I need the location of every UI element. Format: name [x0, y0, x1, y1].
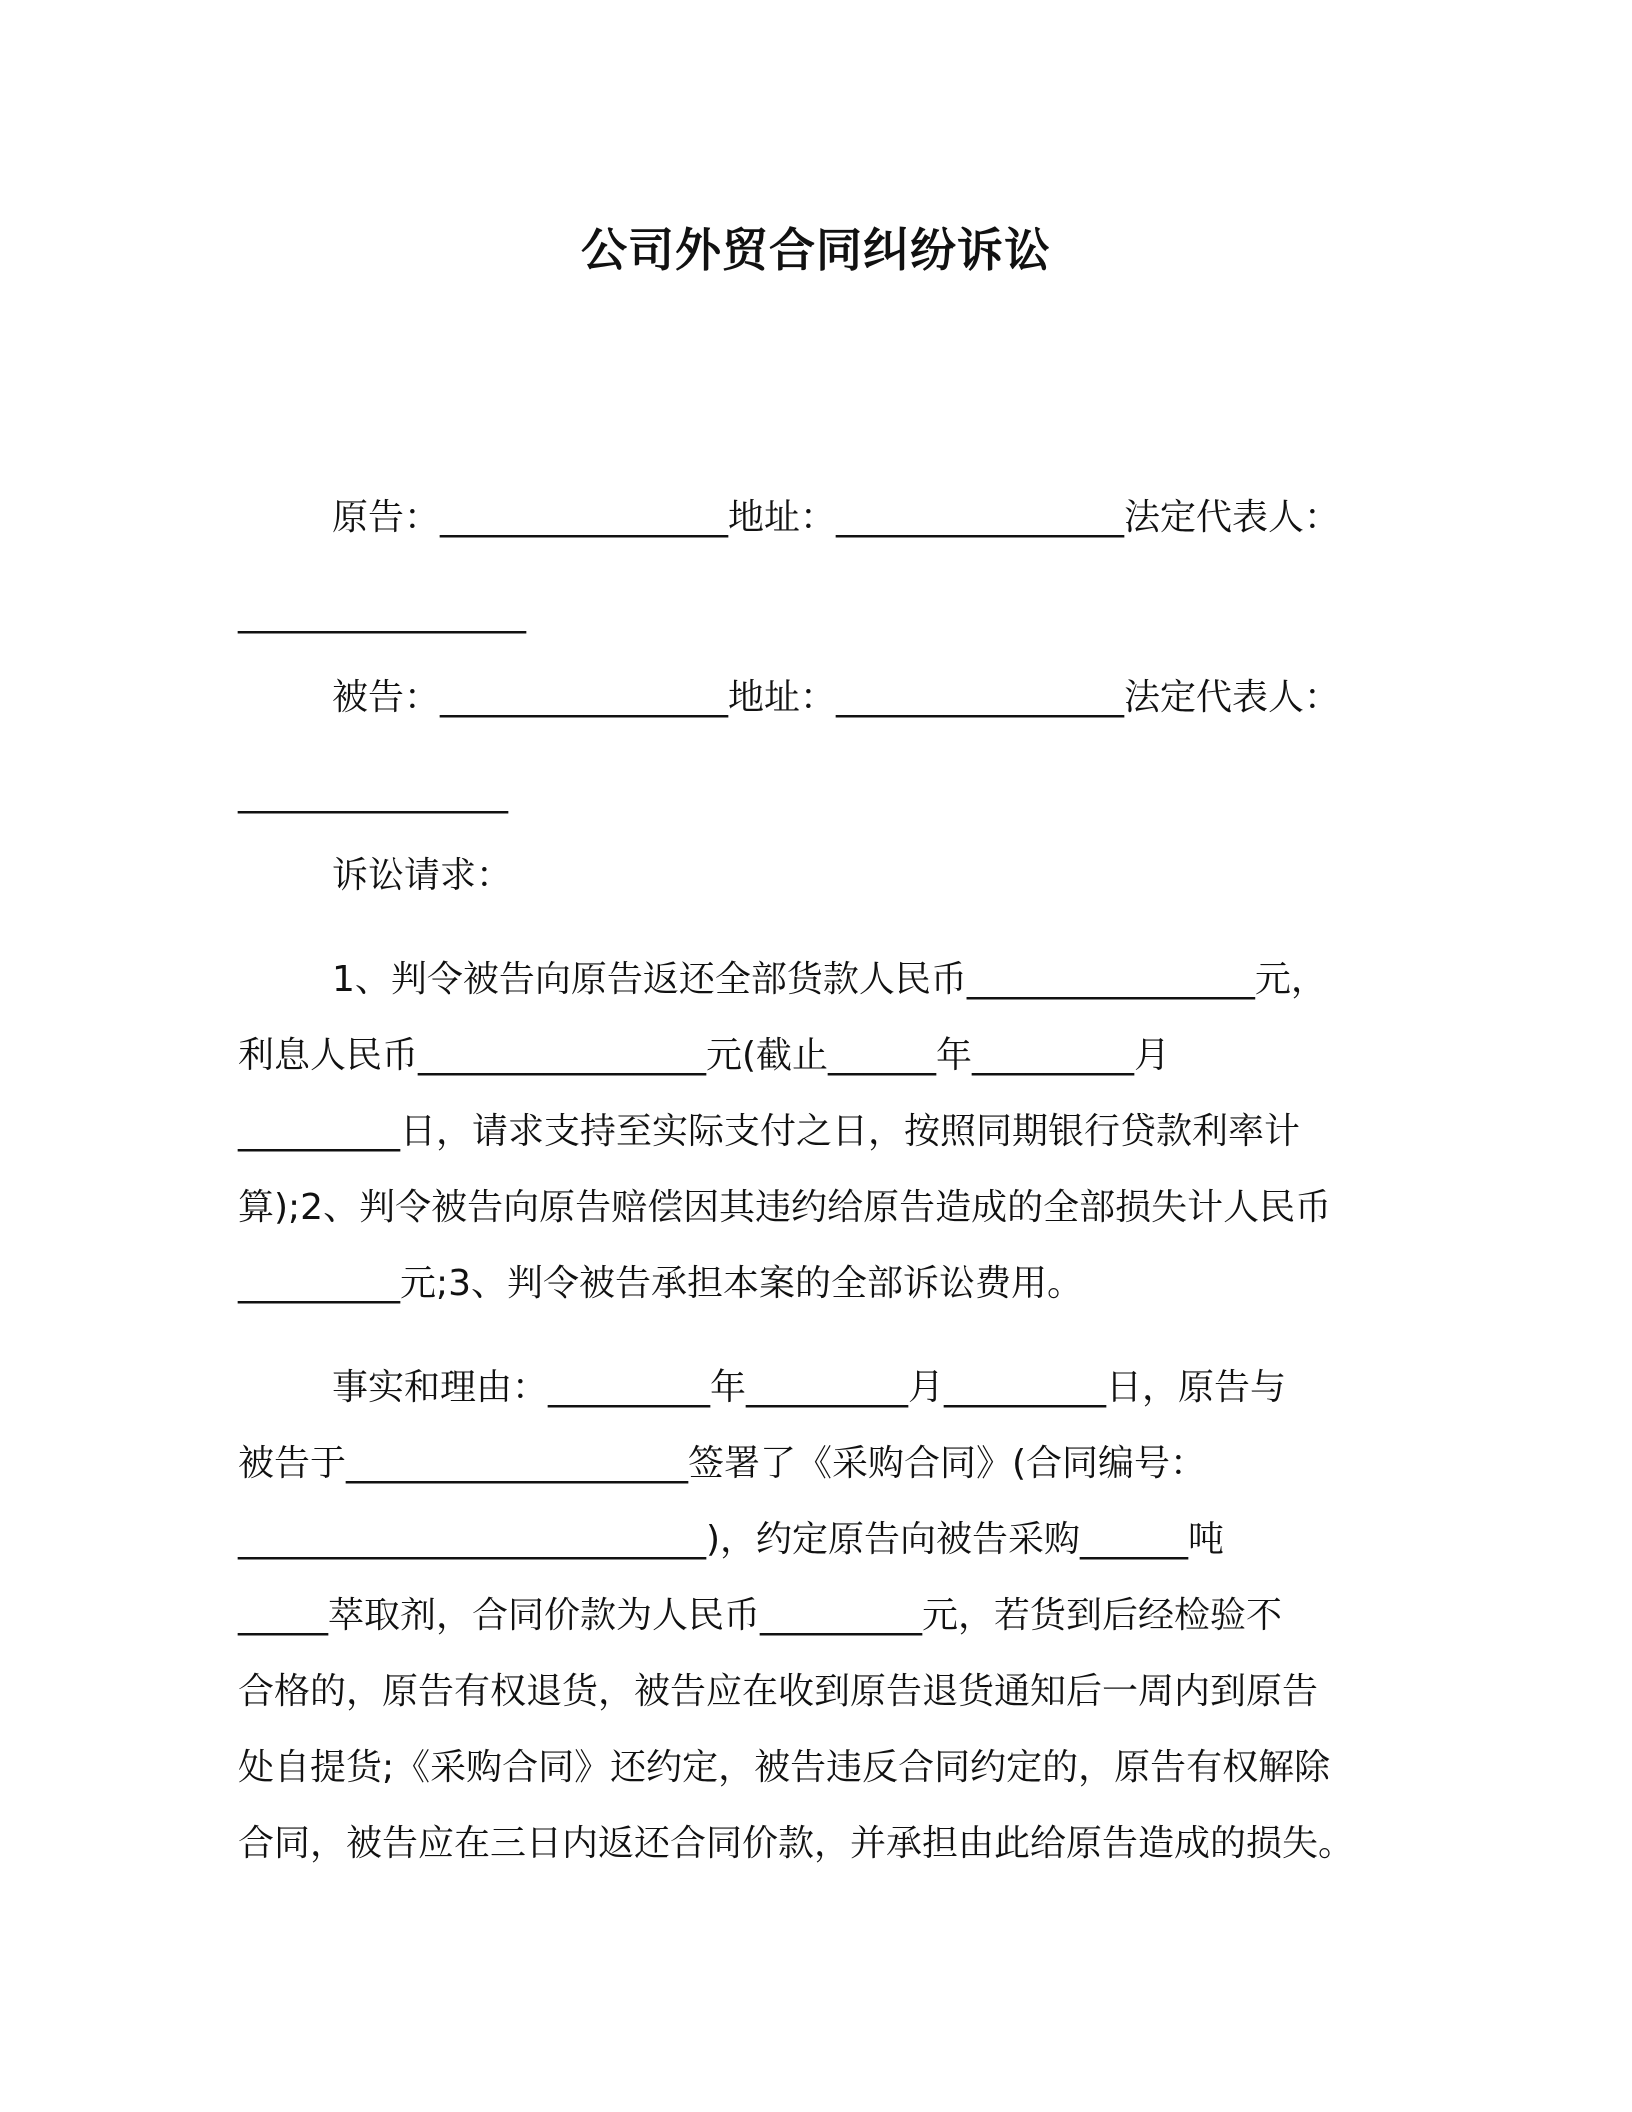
plaintiff-line: 原告：________________地址：________________法定代表人：: [332, 497, 1341, 538]
facts-paragraph-line: 被告于___________________签署了《采购合同》(合同编号：: [238, 1443, 1207, 1484]
facts-paragraph-line: 事实和理由：_________年_________月_________日，原告与: [332, 1367, 1287, 1408]
facts-paragraph-line: 合同，被告应在三日内返还合同价款，并承担由此给原告造成的损失。: [238, 1823, 1355, 1864]
facts-paragraph-line: 合格的，原告有权退货，被告应在收到原告退货通知后一周内到原告: [238, 1671, 1319, 1712]
facts-paragraph-line: _____萃取剂，合同价款为人民币_________元，若货到后经检验不: [238, 1595, 1283, 1636]
defendant-representative-line: _______________: [238, 773, 508, 814]
claims-paragraph-line: 1、判令被告向原告返还全部货款人民币________________元，: [332, 959, 1327, 1000]
facts-paragraph-line: 处自提货;《采购合同》还约定，被告违反合同约定的，原告有权解除: [238, 1747, 1331, 1788]
document-title: 公司外贸合同纠纷诉讼: [581, 223, 1051, 277]
facts-paragraph-line: __________________________)，约定原告向被告采购______吨: [238, 1519, 1225, 1560]
plaintiff-representative-line: ________________: [238, 593, 526, 634]
claims-paragraph-line: _________元;3、判令被告承担本案的全部诉讼费用。: [238, 1263, 1084, 1304]
defendant-line: 被告：________________地址：________________法定代表人：: [332, 677, 1341, 718]
claims-paragraph-line: _________日，请求支持至实际支付之日，按照同期银行贷款利率计: [238, 1111, 1301, 1152]
claims-heading: 诉讼请求：: [332, 855, 513, 896]
claims-paragraph-line: 利息人民币________________元(截止______年_________月: [238, 1035, 1171, 1076]
claims-paragraph-line: 算);2、判令被告向原告赔偿因其违约给原告造成的全部损失计人民币: [238, 1187, 1332, 1228]
